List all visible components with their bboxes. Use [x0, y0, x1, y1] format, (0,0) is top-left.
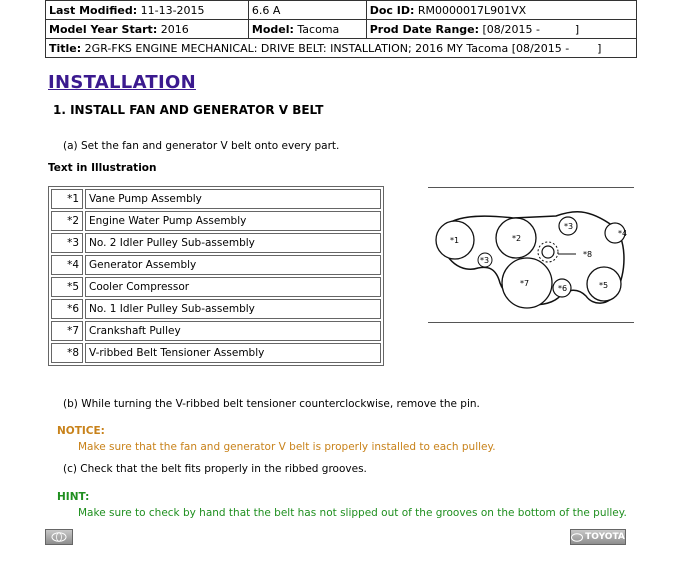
legend-number: *4 — [51, 255, 83, 275]
legend-row — [51, 233, 381, 253]
illustration-label: *3 — [564, 222, 574, 231]
illustration-label: *3 — [480, 256, 490, 265]
legend-row — [51, 343, 381, 363]
illustration-label: *5 — [599, 281, 609, 290]
belt-diagram-svg — [428, 188, 634, 322]
legend-row — [51, 277, 381, 297]
installation-heading-link[interactable]: INSTALLATION — [48, 72, 196, 93]
legend-label: Cooler Compressor — [85, 277, 381, 297]
legend-table — [48, 186, 384, 366]
toyota-emblem-icon — [51, 532, 67, 542]
toyota-logo-text: TOYOTA — [585, 532, 625, 542]
legend-row — [51, 321, 381, 341]
legend-row — [51, 299, 381, 319]
step-b-text: (b) While turning the V-ribbed belt tensioner counterclockwise, remove the pin. — [63, 398, 480, 410]
legend-label: No. 2 Idler Pulley Sub-assembly — [85, 233, 381, 253]
legend-number: *1 — [51, 189, 83, 209]
prod-range-cell: Prod Date Range: [08/2015 - ] — [366, 20, 636, 39]
illustration-label: *4 — [618, 229, 628, 238]
hint-text: Make sure to check by hand that the belt has not slipped out of the grooves on the bottom of the pulley. — [78, 507, 627, 519]
toyota-logo-icon — [571, 533, 583, 542]
legend-number: *2 — [51, 211, 83, 231]
legend-row — [51, 255, 381, 275]
step-c-text: (c) Check that the belt fits properly in the ribbed grooves. — [63, 463, 367, 475]
legend-row — [51, 211, 381, 231]
legend-number: *3 — [51, 233, 83, 253]
illustration-label: *6 — [558, 284, 568, 293]
hint-heading: HINT: — [57, 491, 90, 503]
legend-label: Crankshaft Pulley — [85, 321, 381, 341]
legend-label: Generator Assembly — [85, 255, 381, 275]
doc-id-cell: Doc ID: RM0000017L901VX — [366, 1, 636, 20]
model-year-cell: Model Year Start: 2016 — [46, 20, 249, 39]
legend-number: *5 — [51, 277, 83, 297]
last-modified-cell: Last Modified: 11-13-2015 — [46, 1, 249, 20]
legend-row — [51, 189, 381, 209]
illustration-title: Text in Illustration — [48, 162, 157, 174]
legend-label: Vane Pump Assembly — [85, 189, 381, 209]
toyota-logo-button[interactable] — [570, 529, 626, 545]
toyota-emblem-button[interactable] — [45, 529, 73, 545]
document-header-table — [45, 0, 637, 58]
legend-label: V-ribbed Belt Tensioner Assembly — [85, 343, 381, 363]
legend-number: *7 — [51, 321, 83, 341]
title-cell: Title: 2GR-FKS ENGINE MECHANICAL: DRIVE BELT: INSTALLATION; 2016 MY Tacoma [08/2015 - ] — [46, 39, 637, 58]
model-cell: Model: Tacoma — [248, 20, 366, 39]
legend-label: No. 1 Idler Pulley Sub-assembly — [85, 299, 381, 319]
notice-text: Make sure that the fan and generator V belt is properly installed to each pulley. — [78, 441, 496, 453]
tensioner-pulley — [542, 246, 554, 258]
illustration-label: *8 — [583, 250, 593, 259]
belt-routing-illustration — [428, 187, 634, 323]
notice-heading: NOTICE: — [57, 425, 105, 437]
legend-number: *6 — [51, 299, 83, 319]
illustration-label: *7 — [520, 279, 530, 288]
illustration-label: *2 — [512, 234, 522, 243]
step-a-text: (a) Set the fan and generator V belt onto every part. — [63, 140, 340, 152]
legend-number: *8 — [51, 343, 83, 363]
step-title: 1. INSTALL FAN AND GENERATOR V BELT — [53, 103, 324, 117]
illustration-label: *1 — [450, 236, 460, 245]
legend-label: Engine Water Pump Assembly — [85, 211, 381, 231]
version-cell: 6.6 A — [248, 1, 366, 20]
